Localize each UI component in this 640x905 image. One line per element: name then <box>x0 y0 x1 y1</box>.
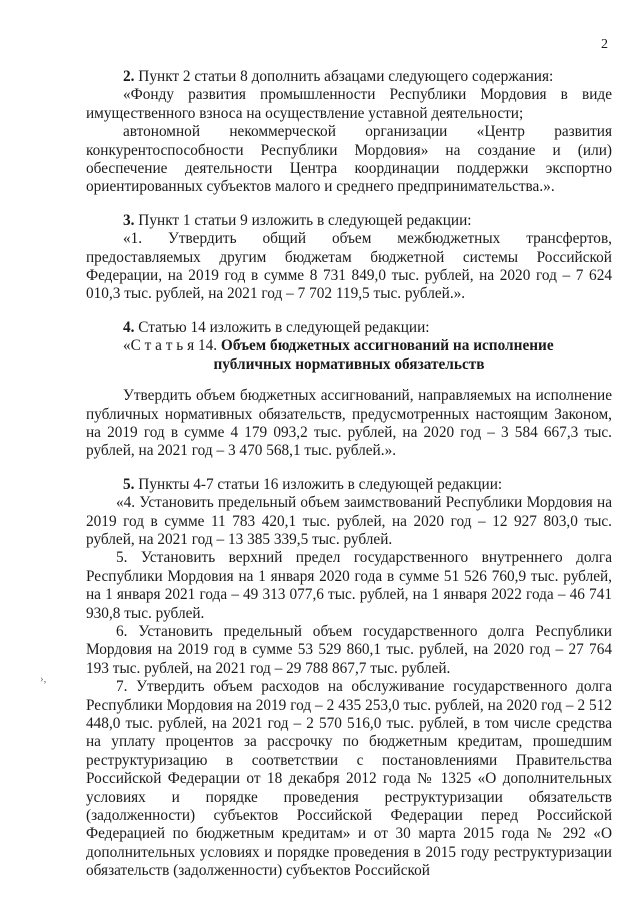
document-body <box>86 68 612 881</box>
paragraph-5-heading <box>86 476 612 494</box>
article-title <box>86 337 612 355</box>
article-title-line2: публичных нормативных обязательств <box>213 355 485 373</box>
margin-mark: ›, <box>40 673 47 685</box>
paragraph-text: Пункты 4-7 статьи 16 изложить в следующей редакции: <box>134 475 503 493</box>
item-6: 6. Установить предельный объем государственного долга Республики Мордовия на 2019 год в сумме 53 529 860,1 тыс. рублей, на 2020 год – 27 764 193 тыс. рублей, на 2021 год – 29 788 867,7 тыс. рублей. <box>86 622 612 677</box>
article-14-body: Утвердить объем бюджетных ассигнований, направляемых на исполнение публичных нормативных обязательств, предусмотренных настоящим Законом, на 2019 год в сумме 4 179 093,2 тыс. рублей, на 2020 год – 3 584 667,3 тыс. рублей, на 2021 год – 3 470 568,1 тыс. рублей.». <box>86 387 612 460</box>
paragraph-2-heading <box>86 68 612 86</box>
paragraph-3-heading <box>86 212 612 230</box>
paragraph-text: Пункт 2 статьи 8 дополнить абзацами следующего содержания: <box>134 68 554 85</box>
item-number: 5. <box>123 475 135 493</box>
item-7: 7. Утвердить объем расходов на обслуживание государственного долга Республики Мордовия на 2019 год – 2 435 253,0 тыс. рублей, на 2020 год – 2 512 448,0 тыс. рублей, на 2021 год – 2 570 516,0 тыс. рублей, в том числе средства на уплату процентов за рассрочку по бюджетным кредитам, прошедшим реструктуризацию в соответствии с постановлениями Правительства Российской Федерации от 18 декабря 2012 года № 1325 «О дополнительных условиях и порядке проведения реструктуризации обязательств (задолженности) субъектов Российской Федерации перед Российской Федерацией по бюджетным кредитам» и от 30 марта 2015 года № 292 «О дополнительных условиях и порядке проведения в 2015 году реструктуризации обязательств (задолженности) субъектов Российской <box>86 678 612 880</box>
item-number: 2. <box>123 68 135 85</box>
item-5: 5. Установить верхний предел государственного внутреннего долга Республики Мордовия на 1 января 2020 года в сумме 51 526 760,9 тыс. рублей, на 1 января 2021 года – 49 313 077,6 тыс. рублей, на 1 января 2022 года – 46 741 930,8 тыс. рублей. <box>86 549 612 622</box>
article-title-prefix: «С т а т ь я 14. <box>123 337 218 355</box>
item-number: 4. <box>123 318 135 336</box>
paragraph-text: Статью 14 изложить в следующей редакции: <box>134 318 430 336</box>
item-number: 3. <box>123 211 135 229</box>
paragraph-2-line2: автономной некоммерческой организации «Центр развития конкурентоспособности Республики Мордовия» на создание и (или) обеспечение деятельности Центра координации поддержки экспортно ориентированных субъектов малого и среднего предпринимательства.». <box>86 123 612 196</box>
paragraph-text: Пункт 1 статьи 9 изложить в следующей редакции: <box>134 211 472 229</box>
page-number: 2 <box>601 37 608 52</box>
article-title-bold: Объем бюджетных ассигнований на исполнение <box>220 337 554 355</box>
paragraph-3-line1: «1. Утвердить общий объем межбюджетных трансфертов, предоставляемых другим бюджетам бюджетной системы Российской Федерации, на 2019 год в сумме 8 731 849,0 тыс. рублей, на 2020 год – 7 624 010,3 тыс. рублей, на 2021 год – 7 702 119,5 тыс. рублей.». <box>86 230 612 303</box>
item-4: «4. Установить предельный объем заимствований Республики Мордовия на 2019 год в сумме 11 783 420,1 тыс. рублей, на 2020 год – 12 927 803,0 тыс. рублей, на 2021 год – 13 385 339,5 тыс. рублей. <box>86 494 612 548</box>
paragraph-4-heading <box>86 319 612 337</box>
paragraph-2-line1: «Фонду развития промышленности Республики Мордовия в виде имущественного взноса на осуществление уставной деятельности; <box>86 86 612 122</box>
